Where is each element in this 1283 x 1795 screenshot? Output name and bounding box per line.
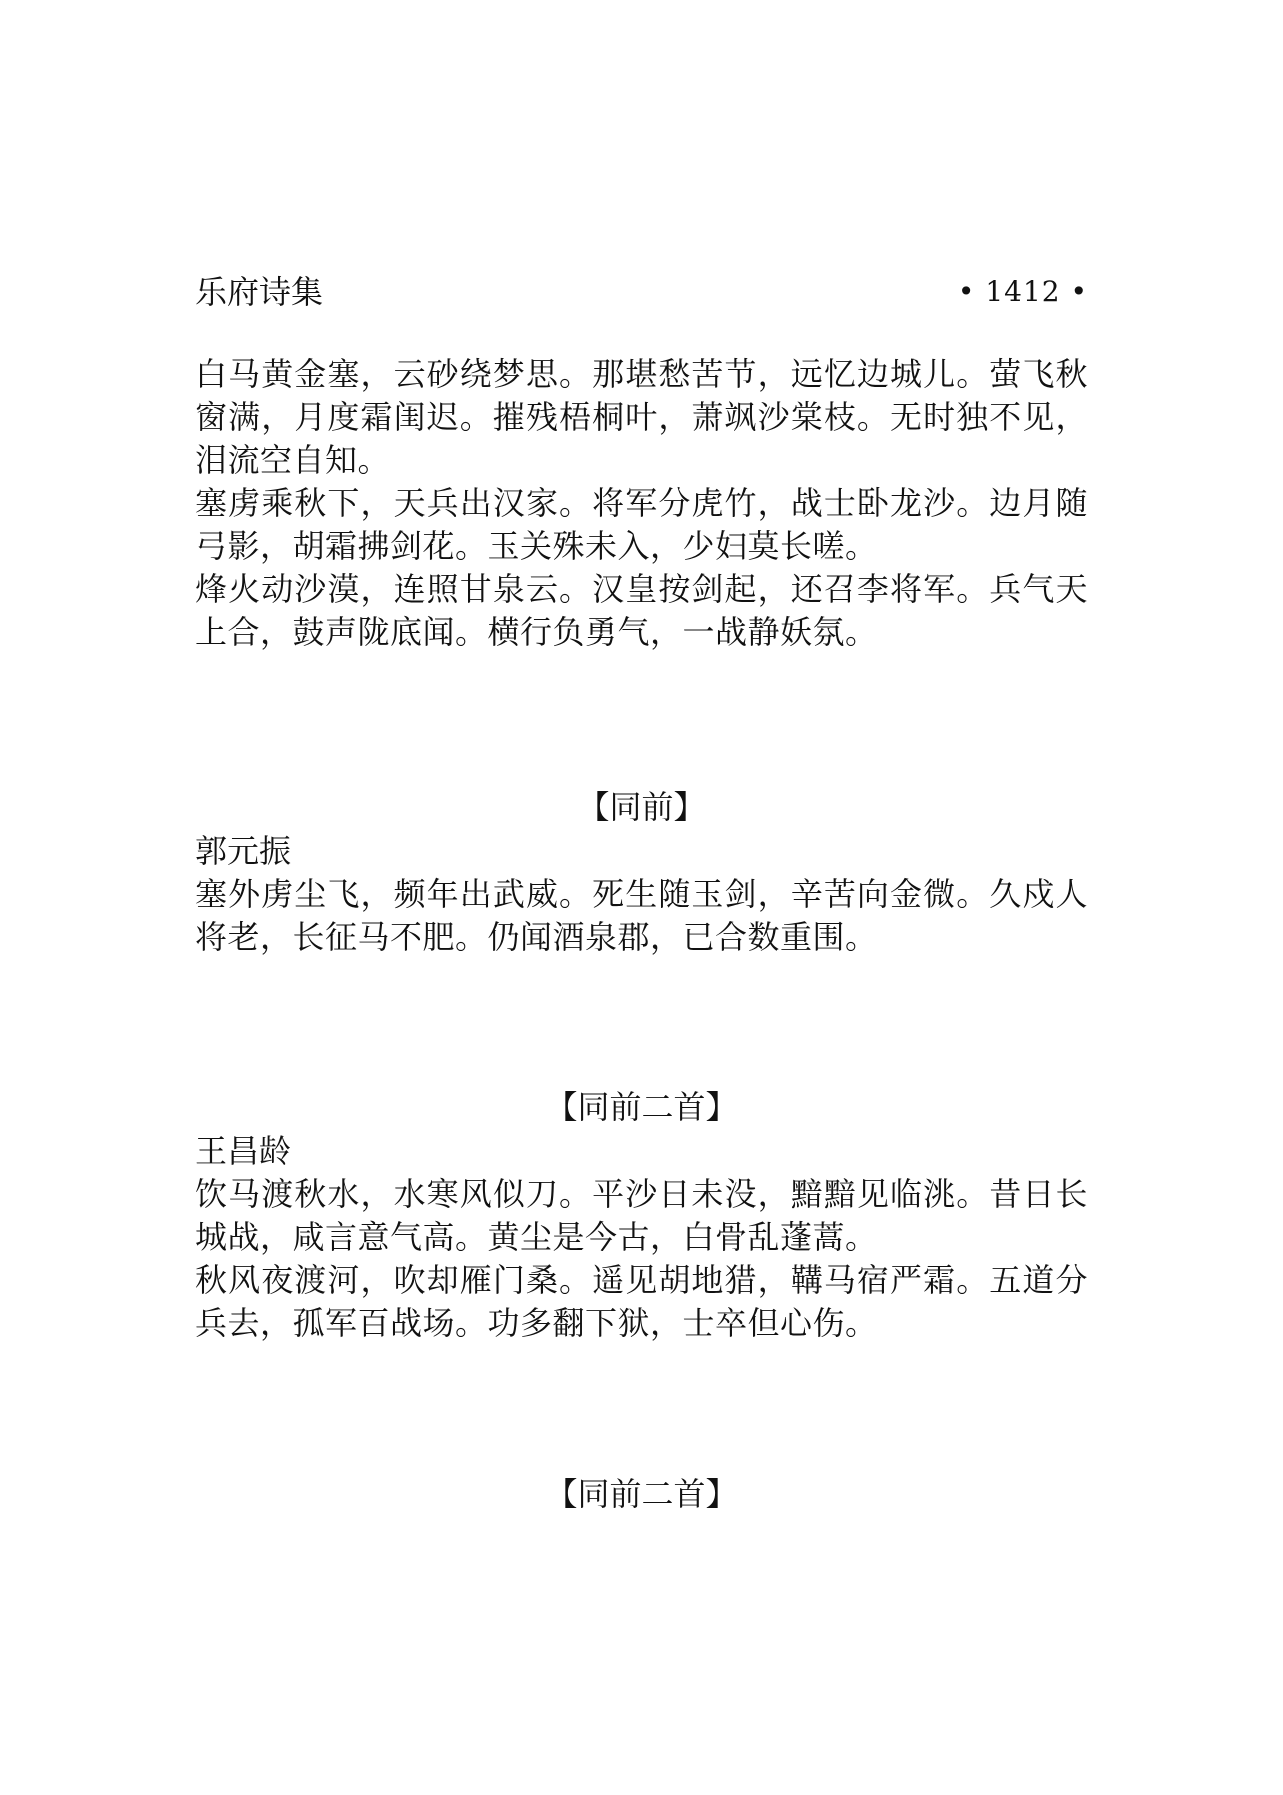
poem-paragraph: 白马黄金塞，云砂绕梦思。那堪愁苦节，远忆边城儿。萤飞秋窗满，月度霜闺迟。摧残梧桐叶，萧飒沙棠枝。无时独不见，泪流空自知。 <box>195 355 1088 479</box>
section-title: 【同前二首】 <box>545 1088 738 1126</box>
poem-paragraph: 烽火动沙漠，连照甘泉云。汉皇按剑起，还召李将军。兵气天上合，鼓声陇底闻。横行负勇气，一战静妖氛。 <box>195 570 1088 651</box>
author-name: 郭元振 <box>195 832 292 870</box>
poem-paragraph: 塞外虏尘飞，频年出武威。死生随玉剑，辛苦向金微。久戍人将老，长征马不肥。仍闻酒泉郡，已合数重围。 <box>195 875 1088 956</box>
page-number: • 1412 • <box>957 275 1088 308</box>
poem-section-continued <box>195 353 1088 654</box>
poem-section <box>195 1472 1088 1516</box>
poem-section <box>195 785 1088 959</box>
poem-paragraph: 饮马渡秋水，水寒风似刀。平沙日未没，黯黯见临洮。昔日长城战，咸言意气高。黄尘是今古，白骨乱蓬蒿。 <box>195 1175 1088 1256</box>
book-title: 乐府诗集 <box>195 273 324 311</box>
author-name: 王昌龄 <box>195 1132 292 1170</box>
poem-paragraph: 塞虏乘秋下，天兵出汉家。将军分虎竹，战士卧龙沙。边月随弓影，胡霜拂剑花。玉关殊未入，少妇莫长嗟。 <box>195 484 1088 565</box>
document-page <box>195 0 1088 1795</box>
poem-section <box>195 1085 1088 1345</box>
section-title: 【同前二首】 <box>545 1475 738 1513</box>
running-header <box>195 270 1088 314</box>
poem-paragraph: 秋风夜渡河，吹却雁门桑。遥见胡地猎，鞲马宿严霜。五道分兵去，孤军百战场。功多翻下狱，士卒但心伤。 <box>195 1261 1088 1342</box>
section-title: 【同前】 <box>577 788 706 826</box>
